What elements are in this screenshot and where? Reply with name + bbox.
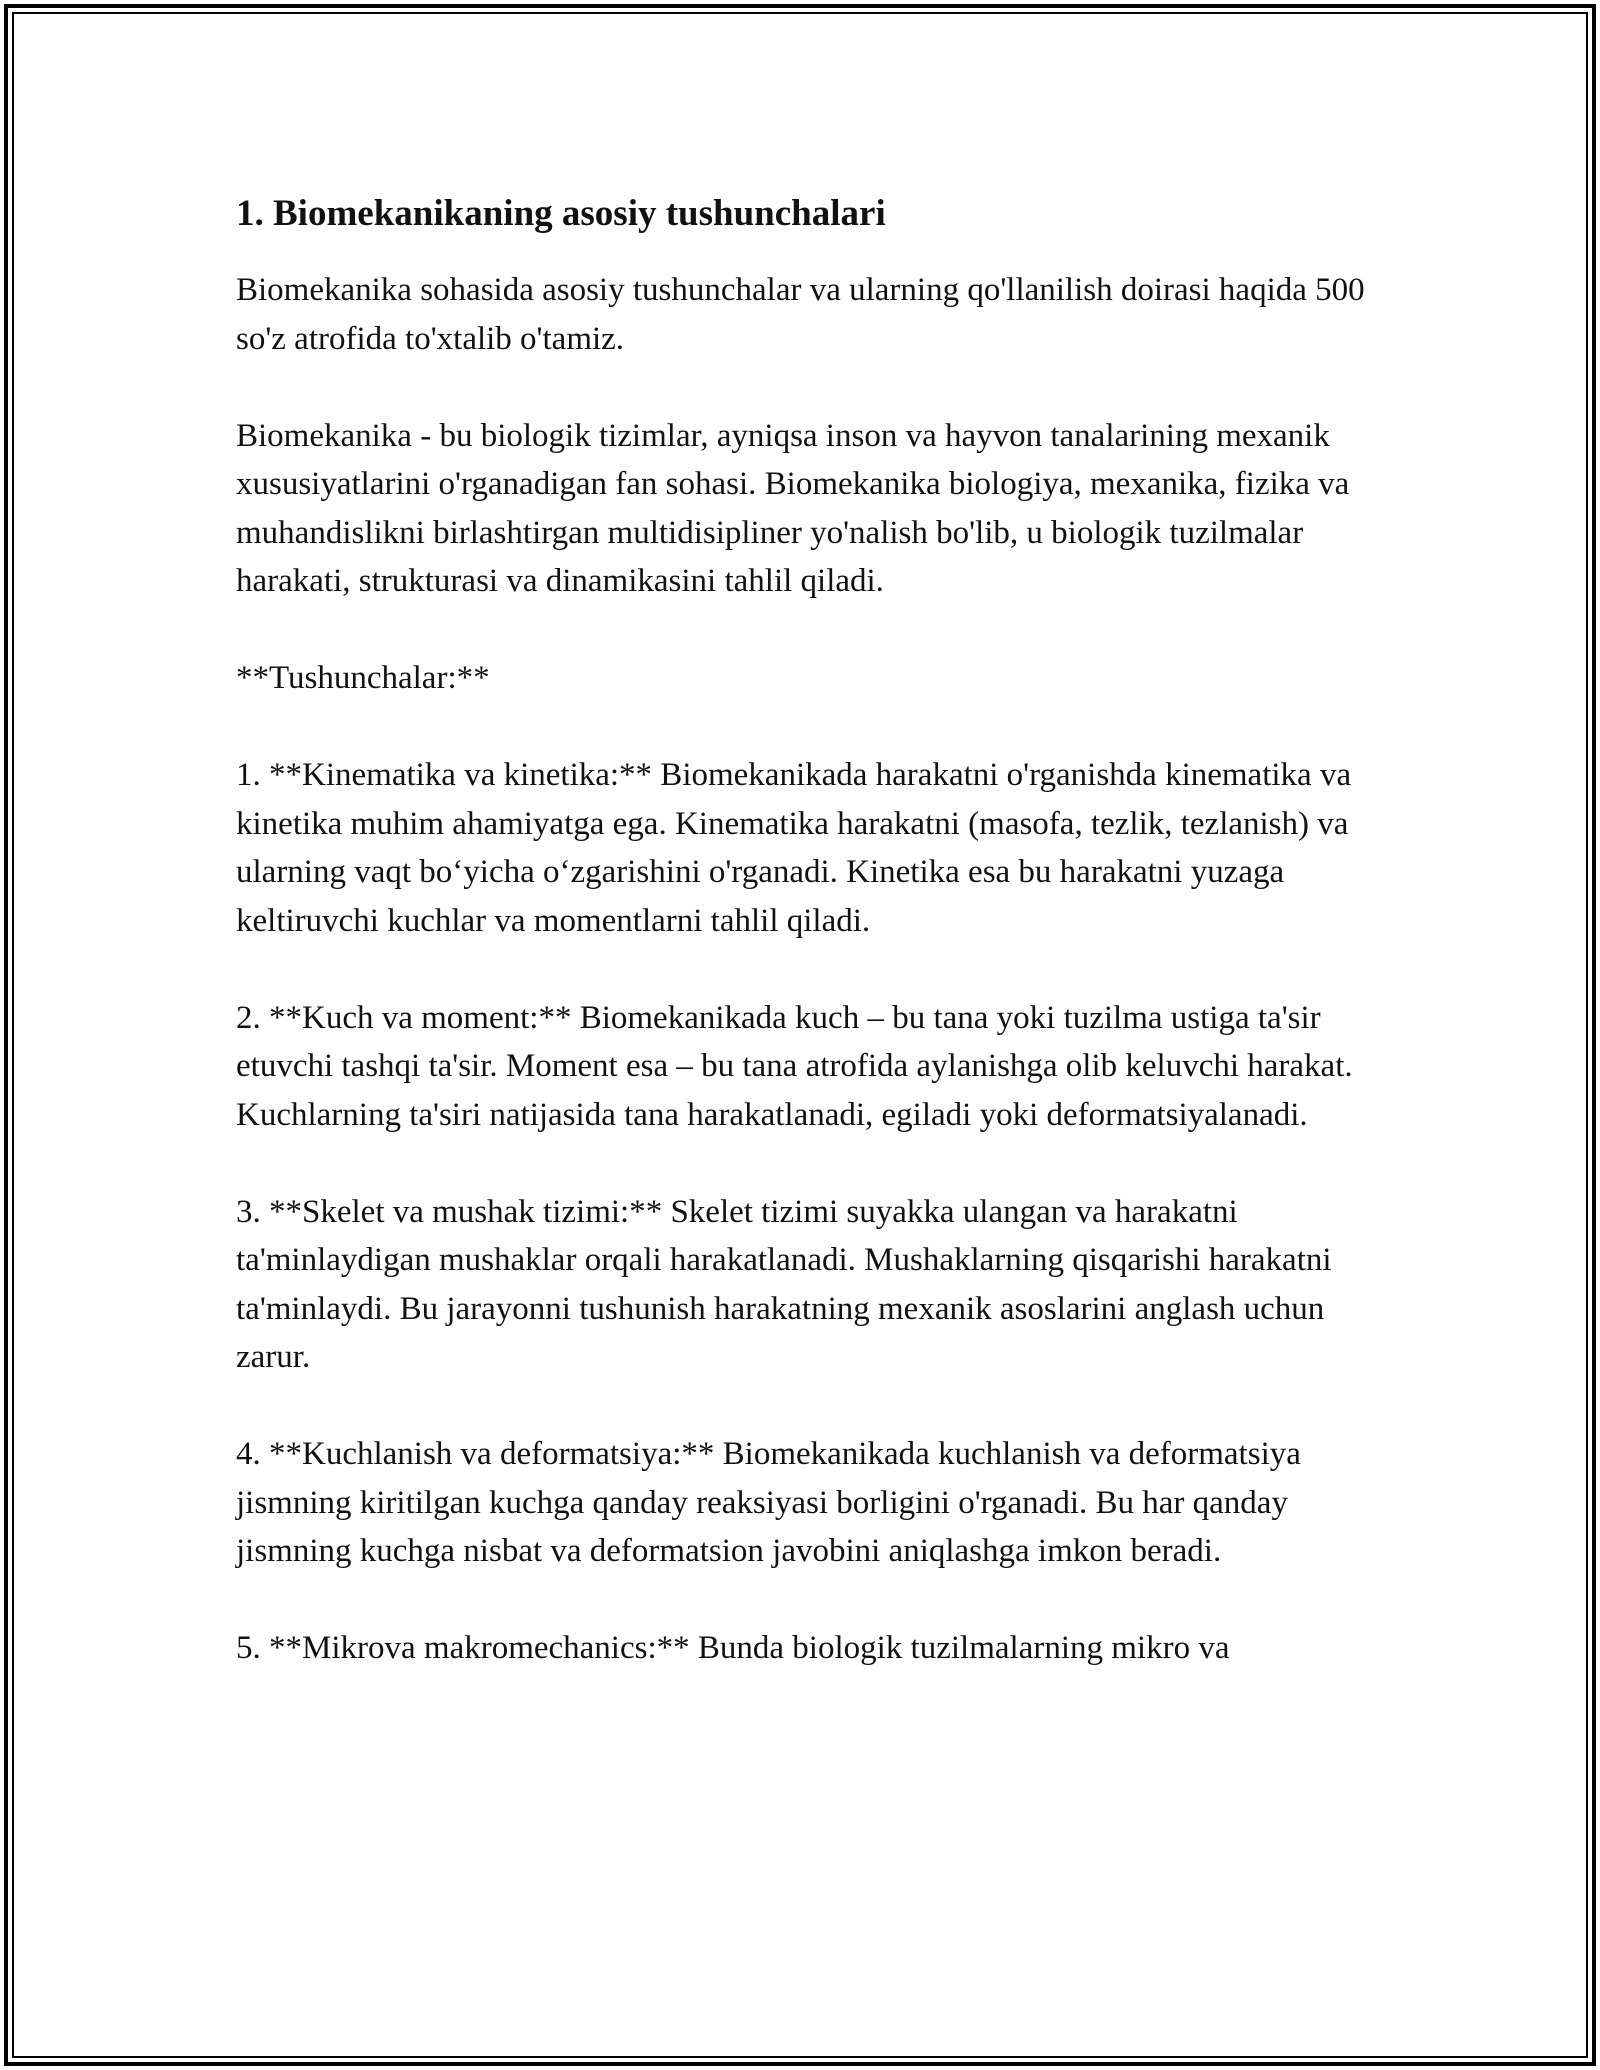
concept-item-kinematics: 1. **Kinematika va kinetika:** Biomekanikada harakatni o'rganishda kinematika va kinetika muhim ahamiyatga ega. Kinematika harakatni (masofa, tezlik, tezlanish) va ularning vaqt bo‘yicha o‘zgarishini o'rganadi. Kinetika esa bu harakatni yuzaga keltiruvchi kuchlar va momentlarni tahlil qiladi. [236, 757, 1352, 939]
document-title: 1. Biomekanikaning asosiy tushunchalari [236, 193, 886, 234]
document-body [236, 190, 1396, 1721]
definition-paragraph: Biomekanika - bu biologik tizimlar, ayniqsa inson va hayvon tanalarining mexanik xususiyatlarini o'rganadigan fan sohasi. Biomekanika biologiya, mexanika, fizika va muhandislikni birlashtirgan multidisipliner yo'nalish bo'lib, u biologik tuzilmalar harakati, strukturasi va dinamikasini tahlil qiladi. [236, 417, 1350, 599]
concept-item-skeleton-muscle: 3. **Skelet va mushak tizimi:** Skelet tizimi suyakka ulangan va harakatni ta'minlaydigan mushaklar orqali harakatlanadi. Mushaklarning qisqarishi harakatni ta'minlaydi. Bu jarayonni tushunish harakatning mexanik asoslarini anglash uchun zarur. [236, 1193, 1332, 1375]
concept-item-stress-strain: 4. **Kuchlanish va deformatsiya:** Biomekanikada kuchlanish va deformatsiya jismning kiritilgan kuchga qanday reaksiyasi borligini o'rganadi. Bu har qanday jismning kuchga nisbat va deformatsion javobini aniqlashga imkon beradi. [236, 1436, 1301, 1569]
intro-paragraph: Biomekanika sohasida asosiy tushunchalar va ularning qo'llanilish doirasi haqida 500 so'z atrofida to'xtalib o'tamiz. [236, 272, 1365, 357]
concept-item-force-moment: 2. **Kuch va moment:** Biomekanikada kuch – bu tana yoki tuzilma ustiga ta'sir etuvchi tashqi ta'sir. Moment esa – bu tana atrofida aylanishga olib keluvchi harakat. Kuchlarning ta'siri natijasida tana harakatlanadi, egiladi yoki deformatsiyalanadi. [236, 999, 1353, 1133]
concepts-heading: **Tushunchalar:** [236, 660, 490, 696]
concept-item-micro-macro: 5. **Mikrova makromechanics:** Bunda biologik tuzilmalarning mikro va [236, 1630, 1230, 1666]
